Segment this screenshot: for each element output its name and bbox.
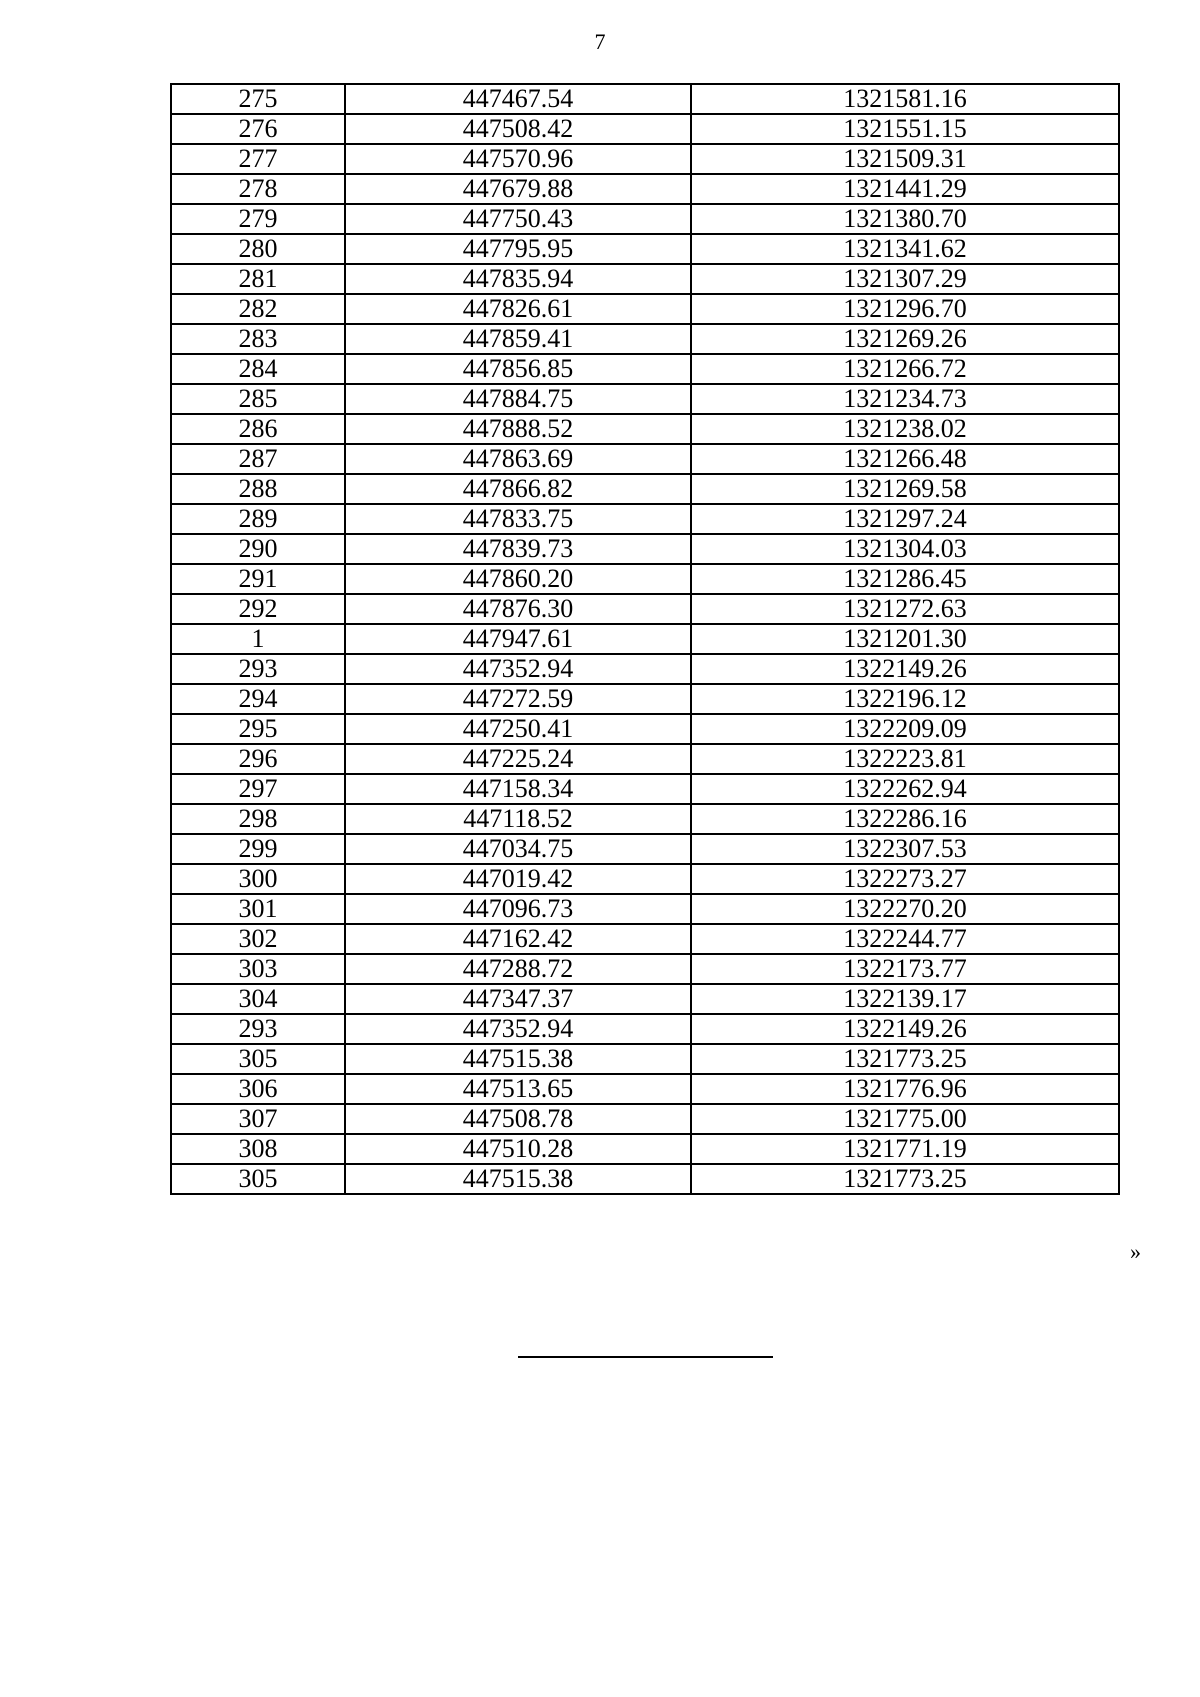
y-coordinate-cell: 1322273.27 xyxy=(691,864,1119,894)
point-number-cell: 278 xyxy=(171,174,345,204)
table-row xyxy=(171,294,1119,324)
x-coordinate-cell: 447947.61 xyxy=(345,624,691,654)
y-coordinate-cell: 1321307.29 xyxy=(691,264,1119,294)
point-number-cell: 281 xyxy=(171,264,345,294)
point-number-cell: 280 xyxy=(171,234,345,264)
x-coordinate-cell: 447859.41 xyxy=(345,324,691,354)
x-coordinate-cell: 447515.38 xyxy=(345,1044,691,1074)
x-coordinate-cell: 447863.69 xyxy=(345,444,691,474)
x-coordinate-cell: 447876.30 xyxy=(345,594,691,624)
x-coordinate-cell: 447288.72 xyxy=(345,954,691,984)
x-coordinate-cell: 447347.37 xyxy=(345,984,691,1014)
y-coordinate-cell: 1321269.26 xyxy=(691,324,1119,354)
x-coordinate-cell: 447884.75 xyxy=(345,384,691,414)
table-row xyxy=(171,684,1119,714)
point-number-cell: 288 xyxy=(171,474,345,504)
point-number-cell: 285 xyxy=(171,384,345,414)
x-coordinate-cell: 447826.61 xyxy=(345,294,691,324)
y-coordinate-cell: 1322196.12 xyxy=(691,684,1119,714)
y-coordinate-cell: 1321776.96 xyxy=(691,1074,1119,1104)
y-coordinate-cell: 1321266.48 xyxy=(691,444,1119,474)
coordinates-table xyxy=(170,83,1120,1195)
table-row xyxy=(171,834,1119,864)
x-coordinate-cell: 447467.54 xyxy=(345,84,691,114)
point-number-cell: 305 xyxy=(171,1164,345,1194)
table-row xyxy=(171,114,1119,144)
table-row xyxy=(171,204,1119,234)
point-number-cell: 290 xyxy=(171,534,345,564)
table-row xyxy=(171,234,1119,264)
point-number-cell: 292 xyxy=(171,594,345,624)
point-number-cell: 287 xyxy=(171,444,345,474)
table-row xyxy=(171,1074,1119,1104)
point-number-cell: 279 xyxy=(171,204,345,234)
x-coordinate-cell: 447118.52 xyxy=(345,804,691,834)
point-number-cell: 293 xyxy=(171,1014,345,1044)
y-coordinate-cell: 1322223.81 xyxy=(691,744,1119,774)
x-coordinate-cell: 447570.96 xyxy=(345,144,691,174)
table-row xyxy=(171,384,1119,414)
table-row xyxy=(171,1014,1119,1044)
point-number-cell: 297 xyxy=(171,774,345,804)
table-row xyxy=(171,864,1119,894)
x-coordinate-cell: 447750.43 xyxy=(345,204,691,234)
y-coordinate-cell: 1322262.94 xyxy=(691,774,1119,804)
table-row xyxy=(171,744,1119,774)
x-coordinate-cell: 447866.82 xyxy=(345,474,691,504)
y-coordinate-cell: 1321296.70 xyxy=(691,294,1119,324)
y-coordinate-cell: 1321441.29 xyxy=(691,174,1119,204)
table-row xyxy=(171,624,1119,654)
x-coordinate-cell: 447888.52 xyxy=(345,414,691,444)
table-row xyxy=(171,534,1119,564)
point-number-cell: 304 xyxy=(171,984,345,1014)
point-number-cell: 283 xyxy=(171,324,345,354)
y-coordinate-cell: 1321234.73 xyxy=(691,384,1119,414)
table-row xyxy=(171,1164,1119,1194)
point-number-cell: 289 xyxy=(171,504,345,534)
y-coordinate-cell: 1321380.70 xyxy=(691,204,1119,234)
point-number-cell: 294 xyxy=(171,684,345,714)
table-row xyxy=(171,174,1119,204)
y-coordinate-cell: 1321341.62 xyxy=(691,234,1119,264)
table-row xyxy=(171,1104,1119,1134)
point-number-cell: 275 xyxy=(171,84,345,114)
point-number-cell: 291 xyxy=(171,564,345,594)
y-coordinate-cell: 1322209.09 xyxy=(691,714,1119,744)
x-coordinate-cell: 447860.20 xyxy=(345,564,691,594)
x-coordinate-cell: 447513.65 xyxy=(345,1074,691,1104)
point-number-cell: 300 xyxy=(171,864,345,894)
table-row xyxy=(171,414,1119,444)
x-coordinate-cell: 447508.42 xyxy=(345,114,691,144)
y-coordinate-cell: 1321269.58 xyxy=(691,474,1119,504)
y-coordinate-cell: 1322149.26 xyxy=(691,1014,1119,1044)
table-row xyxy=(171,1044,1119,1074)
table-row xyxy=(171,804,1119,834)
point-number-cell: 277 xyxy=(171,144,345,174)
x-coordinate-cell: 447096.73 xyxy=(345,894,691,924)
x-coordinate-cell: 447679.88 xyxy=(345,174,691,204)
point-number-cell: 301 xyxy=(171,894,345,924)
y-coordinate-cell: 1321238.02 xyxy=(691,414,1119,444)
table-row xyxy=(171,264,1119,294)
point-number-cell: 302 xyxy=(171,924,345,954)
y-coordinate-cell: 1321272.63 xyxy=(691,594,1119,624)
table-row xyxy=(171,84,1119,114)
table-row xyxy=(171,354,1119,384)
y-coordinate-cell: 1321771.19 xyxy=(691,1134,1119,1164)
x-coordinate-cell: 447835.94 xyxy=(345,264,691,294)
table-row xyxy=(171,984,1119,1014)
y-coordinate-cell: 1322270.20 xyxy=(691,894,1119,924)
y-coordinate-cell: 1321201.30 xyxy=(691,624,1119,654)
y-coordinate-cell: 1322139.17 xyxy=(691,984,1119,1014)
point-number-cell: 298 xyxy=(171,804,345,834)
point-number-cell: 1 xyxy=(171,624,345,654)
table-row xyxy=(171,954,1119,984)
x-coordinate-cell: 447795.95 xyxy=(345,234,691,264)
table-row xyxy=(171,1134,1119,1164)
table-row xyxy=(171,774,1119,804)
point-number-cell: 282 xyxy=(171,294,345,324)
y-coordinate-cell: 1321773.25 xyxy=(691,1164,1119,1194)
y-coordinate-cell: 1321286.45 xyxy=(691,564,1119,594)
x-coordinate-cell: 447833.75 xyxy=(345,504,691,534)
y-coordinate-cell: 1322286.16 xyxy=(691,804,1119,834)
x-coordinate-cell: 447162.42 xyxy=(345,924,691,954)
x-coordinate-cell: 447839.73 xyxy=(345,534,691,564)
point-number-cell: 296 xyxy=(171,744,345,774)
x-coordinate-cell: 447250.41 xyxy=(345,714,691,744)
point-number-cell: 284 xyxy=(171,354,345,384)
point-number-cell: 276 xyxy=(171,114,345,144)
y-coordinate-cell: 1322244.77 xyxy=(691,924,1119,954)
x-coordinate-cell: 447272.59 xyxy=(345,684,691,714)
table-row xyxy=(171,564,1119,594)
y-coordinate-cell: 1322307.53 xyxy=(691,834,1119,864)
x-coordinate-cell: 447225.24 xyxy=(345,744,691,774)
y-coordinate-cell: 1321304.03 xyxy=(691,534,1119,564)
y-coordinate-cell: 1321297.24 xyxy=(691,504,1119,534)
point-number-cell: 299 xyxy=(171,834,345,864)
y-coordinate-cell: 1321266.72 xyxy=(691,354,1119,384)
point-number-cell: 286 xyxy=(171,414,345,444)
x-coordinate-cell: 447510.28 xyxy=(345,1134,691,1164)
page-number: 7 xyxy=(594,29,606,54)
x-coordinate-cell: 447508.78 xyxy=(345,1104,691,1134)
table-row xyxy=(171,924,1119,954)
x-coordinate-cell: 447352.94 xyxy=(345,1014,691,1044)
y-coordinate-cell: 1322149.26 xyxy=(691,654,1119,684)
x-coordinate-cell: 447019.42 xyxy=(345,864,691,894)
y-coordinate-cell: 1321509.31 xyxy=(691,144,1119,174)
y-coordinate-cell: 1321773.25 xyxy=(691,1044,1119,1074)
table-row xyxy=(171,594,1119,624)
point-number-cell: 305 xyxy=(171,1044,345,1074)
table-row xyxy=(171,324,1119,354)
table-row xyxy=(171,894,1119,924)
x-coordinate-cell: 447158.34 xyxy=(345,774,691,804)
y-coordinate-cell: 1322173.77 xyxy=(691,954,1119,984)
y-coordinate-cell: 1321581.16 xyxy=(691,84,1119,114)
x-coordinate-cell: 447034.75 xyxy=(345,834,691,864)
y-coordinate-cell: 1321551.15 xyxy=(691,114,1119,144)
point-number-cell: 307 xyxy=(171,1104,345,1134)
point-number-cell: 306 xyxy=(171,1074,345,1104)
point-number-cell: 293 xyxy=(171,654,345,684)
table-row xyxy=(171,504,1119,534)
coordinates-table-body xyxy=(171,84,1119,1194)
point-number-cell: 308 xyxy=(171,1134,345,1164)
x-coordinate-cell: 447856.85 xyxy=(345,354,691,384)
table-row xyxy=(171,144,1119,174)
x-coordinate-cell: 447352.94 xyxy=(345,654,691,684)
table-row xyxy=(171,444,1119,474)
closing-quote-mark: » xyxy=(1130,1239,1141,1264)
table-row xyxy=(171,714,1119,744)
point-number-cell: 303 xyxy=(171,954,345,984)
point-number-cell: 295 xyxy=(171,714,345,744)
y-coordinate-cell: 1321775.00 xyxy=(691,1104,1119,1134)
end-of-document-rule xyxy=(518,1356,773,1358)
table-row xyxy=(171,474,1119,504)
table-row xyxy=(171,654,1119,684)
x-coordinate-cell: 447515.38 xyxy=(345,1164,691,1194)
